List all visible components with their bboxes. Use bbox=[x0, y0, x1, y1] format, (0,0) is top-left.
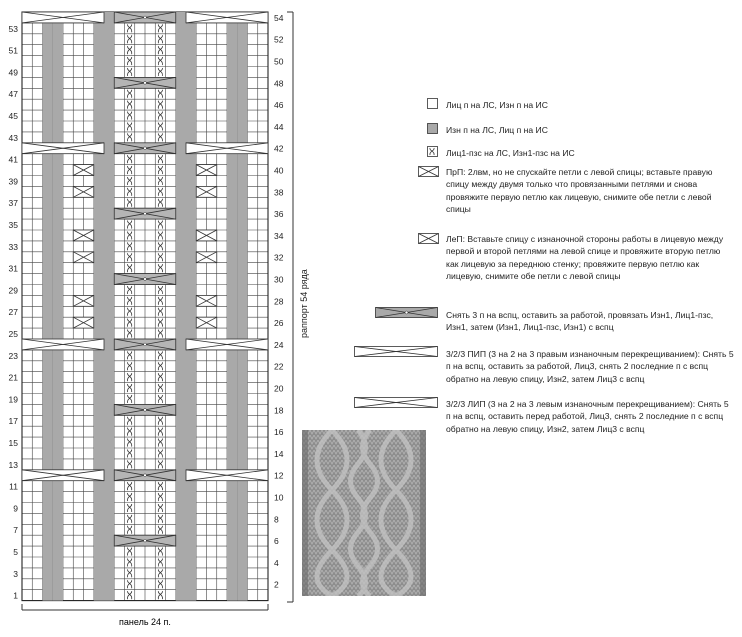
row-number-left: 23 bbox=[8, 350, 18, 361]
cable-symbol bbox=[114, 274, 176, 285]
twisted-stitch-symbol bbox=[158, 319, 162, 327]
repeat-label: раппорт 54 ряда bbox=[299, 269, 309, 338]
twisted-stitch-symbol bbox=[158, 395, 162, 403]
twisted-stitch-symbol bbox=[158, 24, 162, 32]
twisted-stitch-symbol bbox=[128, 231, 132, 239]
twisted-stitch-symbol bbox=[158, 231, 162, 239]
twisted-stitch-symbol bbox=[128, 493, 132, 501]
small-cross-symbol bbox=[196, 295, 217, 306]
twisted-stitch-symbol bbox=[128, 297, 132, 305]
twisted-stitch-symbol bbox=[158, 112, 162, 120]
legend-text-5: ЛеП: Вставьте спицу с изнаночной стороны работы в лицевую между первой и второй петлями на левой спице и провяжите вторую петлю как лицевую за переднюю стенку; провяжите первую петлю как лицевую, снимите обе петли с левой спицы bbox=[446, 234, 724, 282]
purl-column-cell bbox=[176, 12, 186, 601]
twisted-stitch-symbol bbox=[158, 591, 162, 599]
row-number-right: 14 bbox=[274, 448, 284, 459]
legend-text-3: Лиц1-пзс на ЛС, Изн1-пзс на ИС bbox=[446, 148, 575, 158]
cable-symbol bbox=[22, 143, 104, 154]
twisted-stitch-symbol bbox=[158, 297, 162, 305]
twisted-stitch-symbol bbox=[128, 308, 132, 316]
row-number-left: 13 bbox=[8, 459, 18, 470]
twisted-stitch-symbol bbox=[128, 362, 132, 370]
row-number-right: 44 bbox=[274, 121, 284, 132]
twisted-stitch-symbol bbox=[158, 90, 162, 98]
twisted-stitch-symbol bbox=[158, 286, 162, 294]
small-cross-symbol bbox=[196, 252, 217, 263]
small-cross-symbol bbox=[73, 230, 94, 241]
row-number-right: 32 bbox=[274, 252, 284, 263]
cable-3-icon bbox=[375, 307, 439, 319]
cable-symbol bbox=[114, 535, 176, 546]
twisted-stitch-symbol bbox=[158, 482, 162, 490]
twisted-stitch-symbol bbox=[158, 569, 162, 577]
twisted-stitch-symbol bbox=[128, 449, 132, 457]
small-cross-symbol bbox=[73, 317, 94, 328]
legend-text-2: Изн п на ЛС, Лиц п на ИС bbox=[446, 125, 548, 135]
cable-symbol bbox=[186, 470, 268, 481]
row-number-left: 45 bbox=[8, 111, 18, 121]
row-number-right: 4 bbox=[274, 557, 279, 568]
row-number-left: 7 bbox=[13, 525, 18, 536]
row-number-right: 42 bbox=[274, 143, 284, 154]
twisted-stitch-symbol bbox=[158, 253, 162, 261]
twisted-stitch-icon bbox=[427, 146, 439, 158]
row-number-right: 10 bbox=[274, 492, 284, 503]
twisted-stitch-symbol bbox=[158, 308, 162, 316]
twisted-stitch-symbol bbox=[128, 428, 132, 436]
left-cross-icon bbox=[418, 233, 440, 245]
row-number-right: 12 bbox=[274, 470, 284, 481]
panel-bracket bbox=[22, 604, 268, 627]
small-cross-symbol bbox=[196, 186, 217, 197]
row-number-left: 29 bbox=[8, 285, 18, 296]
twisted-stitch-symbol bbox=[158, 373, 162, 381]
twisted-stitch-symbol bbox=[128, 24, 132, 32]
row-number-left: 9 bbox=[13, 503, 18, 514]
twisted-stitch-symbol bbox=[158, 362, 162, 370]
row-number-right: 24 bbox=[274, 339, 284, 350]
knitted-cable-sample-photo bbox=[302, 430, 426, 596]
row-number-left: 31 bbox=[8, 263, 18, 274]
twisted-stitch-symbol bbox=[128, 35, 132, 43]
twisted-stitch-symbol bbox=[128, 569, 132, 577]
row-number-right: 38 bbox=[274, 187, 284, 198]
twisted-stitch-symbol bbox=[128, 482, 132, 490]
twisted-stitch-symbol bbox=[128, 395, 132, 403]
row-number-right: 40 bbox=[274, 165, 284, 176]
cable-symbol bbox=[22, 339, 104, 350]
twisted-stitch-symbol bbox=[158, 417, 162, 425]
twisted-stitch-symbol bbox=[128, 558, 132, 566]
twisted-stitch-symbol bbox=[128, 373, 132, 381]
purl-column-cell bbox=[43, 12, 53, 601]
twisted-stitch-symbol bbox=[158, 504, 162, 512]
small-cross-symbol bbox=[196, 165, 217, 176]
twisted-stitch-symbol bbox=[158, 330, 162, 338]
purl-column-cell bbox=[227, 12, 237, 601]
twisted-stitch-symbol bbox=[128, 460, 132, 468]
row-number-left: 49 bbox=[8, 67, 18, 78]
row-number-left: 15 bbox=[8, 438, 18, 448]
cable-symbol bbox=[114, 404, 176, 415]
cable-symbol bbox=[186, 12, 268, 23]
twisted-stitch-symbol bbox=[158, 101, 162, 109]
purl-column-cell bbox=[186, 12, 196, 601]
twisted-stitch-symbol bbox=[158, 548, 162, 556]
row-number-left: 41 bbox=[8, 154, 18, 165]
twisted-stitch-symbol bbox=[128, 122, 132, 130]
row-number-left: 35 bbox=[8, 220, 18, 230]
legend-text-7: 3/2/3 ПИП (3 на 2 на 3 правым изнаночным перекрещиванием): Снять 5 п на вспц, оставить за работой, Лиц3, снять 2 последние п с вспц обратно на левую спицу, Изн2, затем Лиц3 с вспц bbox=[446, 349, 734, 384]
twisted-stitch-symbol bbox=[158, 35, 162, 43]
purl-column-cell bbox=[104, 12, 114, 601]
cable-symbol bbox=[186, 339, 268, 350]
twisted-stitch-symbol bbox=[128, 90, 132, 98]
twisted-stitch-symbol bbox=[128, 101, 132, 109]
twisted-stitch-symbol bbox=[128, 199, 132, 207]
row-number-right: 8 bbox=[274, 514, 279, 525]
cable-symbol bbox=[114, 208, 176, 219]
twisted-stitch-symbol bbox=[158, 188, 162, 196]
cable-symbol bbox=[114, 143, 176, 154]
twisted-stitch-symbol bbox=[158, 264, 162, 272]
empty-square-icon bbox=[427, 98, 439, 110]
twisted-stitch-symbol bbox=[158, 133, 162, 141]
small-cross-symbol bbox=[73, 186, 94, 197]
legend-text-6: Снять 3 п на вспц, оставить за работой, провязать Изн1, Лиц1-пзс, Изн1, затем (Изн1, Лиц1-пзс, Изн1) с вспц bbox=[446, 310, 714, 333]
twisted-stitch-symbol bbox=[128, 166, 132, 174]
twisted-stitch-symbol bbox=[158, 449, 162, 457]
cable-symbol bbox=[114, 12, 176, 23]
twisted-stitch-symbol bbox=[128, 504, 132, 512]
row-number-left: 51 bbox=[8, 45, 18, 56]
row-number-right: 28 bbox=[274, 296, 284, 307]
row-number-right: 30 bbox=[274, 274, 284, 285]
twisted-stitch-symbol bbox=[158, 242, 162, 250]
row-number-left: 17 bbox=[8, 416, 18, 427]
small-cross-symbol bbox=[73, 295, 94, 306]
row-number-right: 16 bbox=[274, 427, 284, 438]
twisted-stitch-symbol bbox=[158, 155, 162, 163]
twisted-stitch-symbol bbox=[158, 460, 162, 468]
twisted-stitch-symbol bbox=[128, 526, 132, 534]
twisted-stitch-symbol bbox=[158, 351, 162, 359]
twisted-stitch-symbol bbox=[128, 253, 132, 261]
legend-text-1: Лиц п на ЛС, Изн п на ИС bbox=[446, 100, 548, 110]
twisted-stitch-symbol bbox=[128, 68, 132, 76]
row-number-left: 37 bbox=[8, 198, 18, 209]
row-number-right: 2 bbox=[274, 579, 279, 590]
twisted-stitch-symbol bbox=[128, 46, 132, 54]
purl-column-cell bbox=[53, 12, 63, 601]
twisted-stitch-symbol bbox=[158, 384, 162, 392]
row-number-left: 19 bbox=[8, 394, 18, 405]
twisted-stitch-symbol bbox=[158, 177, 162, 185]
row-number-right: 50 bbox=[274, 56, 284, 67]
row-number-right: 20 bbox=[274, 383, 284, 394]
twisted-stitch-symbol bbox=[128, 155, 132, 163]
twisted-stitch-symbol bbox=[158, 166, 162, 174]
twisted-stitch-symbol bbox=[158, 558, 162, 566]
panel-label: панель 24 п. bbox=[119, 617, 171, 627]
small-cross-symbol bbox=[73, 252, 94, 263]
twisted-stitch-symbol bbox=[128, 591, 132, 599]
cable-symbol bbox=[114, 77, 176, 88]
legend-text-8: 3/2/3 ЛИП (3 на 2 на 3 левым изнаночным перекрещиванием): Снять 5 п на вспц, оставить перед работой, Лиц3, снять 2 последние п с вспц обратно на левую спицу, Изн2, затем Лиц3 с вспц bbox=[446, 399, 729, 434]
row-number-left: 43 bbox=[8, 132, 18, 143]
twisted-stitch-symbol bbox=[158, 580, 162, 588]
purl-column-cell bbox=[94, 12, 104, 601]
cable-right-6-icon bbox=[354, 346, 439, 358]
row-number-left: 47 bbox=[8, 89, 18, 100]
twisted-stitch-symbol bbox=[128, 384, 132, 392]
twisted-stitch-symbol bbox=[128, 177, 132, 185]
row-number-left: 21 bbox=[8, 372, 18, 383]
cable-symbol bbox=[22, 12, 104, 23]
gray-square-icon bbox=[427, 123, 439, 135]
twisted-stitch-symbol bbox=[128, 188, 132, 196]
twisted-stitch-symbol bbox=[128, 351, 132, 359]
twisted-stitch-symbol bbox=[128, 439, 132, 447]
cable-symbol bbox=[22, 470, 104, 481]
twisted-stitch-symbol bbox=[158, 428, 162, 436]
row-number-right: 52 bbox=[274, 34, 284, 45]
row-number-left: 5 bbox=[13, 547, 18, 557]
twisted-stitch-symbol bbox=[128, 286, 132, 294]
twisted-stitch-symbol bbox=[128, 57, 132, 65]
twisted-stitch-symbol bbox=[158, 46, 162, 54]
purl-column-cell bbox=[237, 12, 247, 601]
row-number-right: 48 bbox=[274, 78, 284, 89]
row-number-right: 6 bbox=[274, 536, 279, 547]
right-cross-icon bbox=[418, 166, 440, 178]
row-number-right: 22 bbox=[274, 361, 284, 372]
row-number-left: 33 bbox=[8, 241, 18, 252]
row-number-left: 53 bbox=[8, 23, 18, 34]
small-cross-symbol bbox=[196, 317, 217, 328]
cable-symbol bbox=[114, 339, 176, 350]
twisted-stitch-symbol bbox=[128, 548, 132, 556]
row-number-right: 46 bbox=[274, 100, 284, 111]
twisted-stitch-symbol bbox=[128, 515, 132, 523]
twisted-stitch-symbol bbox=[128, 580, 132, 588]
twisted-stitch-symbol bbox=[128, 112, 132, 120]
twisted-stitch-symbol bbox=[128, 242, 132, 250]
twisted-stitch-symbol bbox=[158, 199, 162, 207]
twisted-stitch-symbol bbox=[158, 493, 162, 501]
row-number-right: 36 bbox=[274, 209, 284, 220]
row-number-left: 3 bbox=[13, 568, 18, 579]
twisted-stitch-symbol bbox=[158, 122, 162, 130]
small-cross-symbol bbox=[196, 230, 217, 241]
twisted-stitch-symbol bbox=[158, 526, 162, 534]
twisted-stitch-symbol bbox=[128, 330, 132, 338]
twisted-stitch-symbol bbox=[128, 221, 132, 229]
twisted-stitch-symbol bbox=[158, 221, 162, 229]
cable-left-6-icon bbox=[354, 397, 439, 409]
twisted-stitch-symbol bbox=[158, 515, 162, 523]
row-number-right: 34 bbox=[274, 230, 284, 241]
small-cross-symbol bbox=[73, 165, 94, 176]
row-number-right: 54 bbox=[274, 12, 284, 23]
twisted-stitch-symbol bbox=[158, 57, 162, 65]
cable-symbol bbox=[114, 470, 176, 481]
row-number-right: 18 bbox=[274, 405, 284, 416]
legend-text-4: ПрП: 2лвм, но не спускайте петли с левой спицы; вставьте правую спицу между двумя только что провязанными петлями и снова провяжите первую петлю как лицевую, снимите обе петли с левой спицы bbox=[446, 167, 713, 215]
row-number-left: 39 bbox=[8, 176, 18, 187]
twisted-stitch-symbol bbox=[158, 439, 162, 447]
cable-symbol bbox=[186, 143, 268, 154]
twisted-stitch-symbol bbox=[128, 133, 132, 141]
repeat-bracket bbox=[287, 12, 293, 602]
row-number-left: 25 bbox=[8, 329, 18, 339]
twisted-stitch-symbol bbox=[128, 319, 132, 327]
row-number-left: 27 bbox=[8, 307, 18, 318]
twisted-stitch-symbol bbox=[158, 68, 162, 76]
row-number-left: 1 bbox=[13, 590, 18, 601]
twisted-stitch-symbol bbox=[128, 417, 132, 425]
row-number-left: 11 bbox=[9, 481, 18, 492]
row-number-right: 26 bbox=[274, 318, 284, 329]
twisted-stitch-symbol bbox=[128, 264, 132, 272]
